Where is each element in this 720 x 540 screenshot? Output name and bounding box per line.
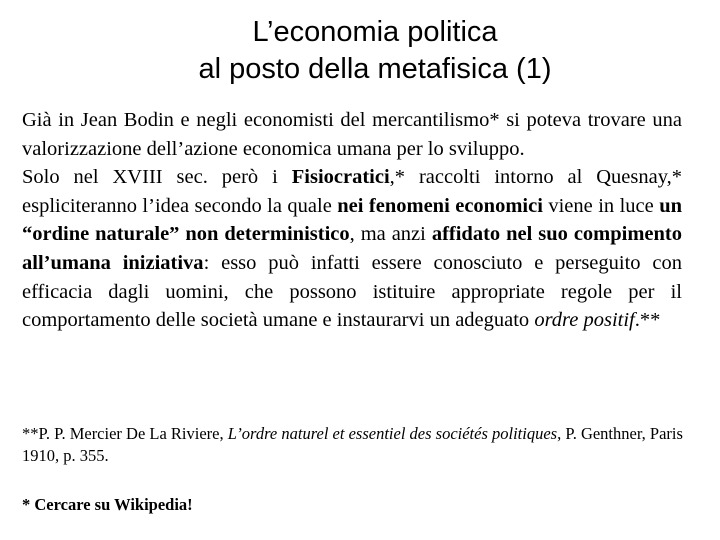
footnote-text	[22, 423, 694, 467]
p2-text-5: : esso può infatti essere conosciuto e perseguito con efficacia dagli uomini, che possono istituire appropriate regole per il comportamento delle società umane e instaurarvi un adeguato	[22, 251, 682, 332]
p2-bold-affidato: affidato nel suo compimento all’umana iniziativa	[22, 223, 682, 274]
p2-text-1: Solo nel XVIII sec. però i	[22, 166, 292, 189]
p2-bold-ordine: un “ordine naturale” non deterministico	[22, 194, 683, 246]
title-line-2: al posto della metafisica (1)	[198, 53, 552, 85]
paragraph-1	[22, 106, 682, 163]
p2-italic-ordre: ordre positif	[534, 309, 635, 332]
footnote-author: **P. P. Mercier De La Riviere,	[22, 424, 228, 443]
footnote-book-title: L’ordre naturel et essentiel des sociétés politiques	[227, 424, 558, 443]
footnote	[22, 423, 694, 467]
p2-text-6: .**	[634, 309, 661, 332]
p2-bold-fenomeni: nei fenomeni economici	[337, 194, 543, 217]
p2-text-3: viene in luce	[542, 194, 660, 217]
p2-bold-fisiocratici: Fisiocratici	[291, 166, 390, 189]
body-text	[22, 106, 682, 335]
p2-text-4: , ma anzi	[349, 223, 432, 246]
p2-text-2: ,* raccolti intorno al Quesnay,* espliciteranno l’idea secondo la quale	[22, 166, 683, 217]
slide-title	[60, 14, 690, 88]
title-line-1: L’economia politica	[252, 16, 498, 48]
wikipedia-note: * Cercare su Wikipedia!	[22, 495, 193, 514]
footnote-publisher: , P. Genthner, Paris 1910, p. 355.	[22, 424, 683, 465]
paragraph-1-text: Già in Jean Bodin e negli economisti del mercantilismo* si poteva trovare una valorizzazione dell’azione economica umana per lo sviluppo.	[22, 109, 682, 160]
paragraph-2	[22, 163, 682, 335]
